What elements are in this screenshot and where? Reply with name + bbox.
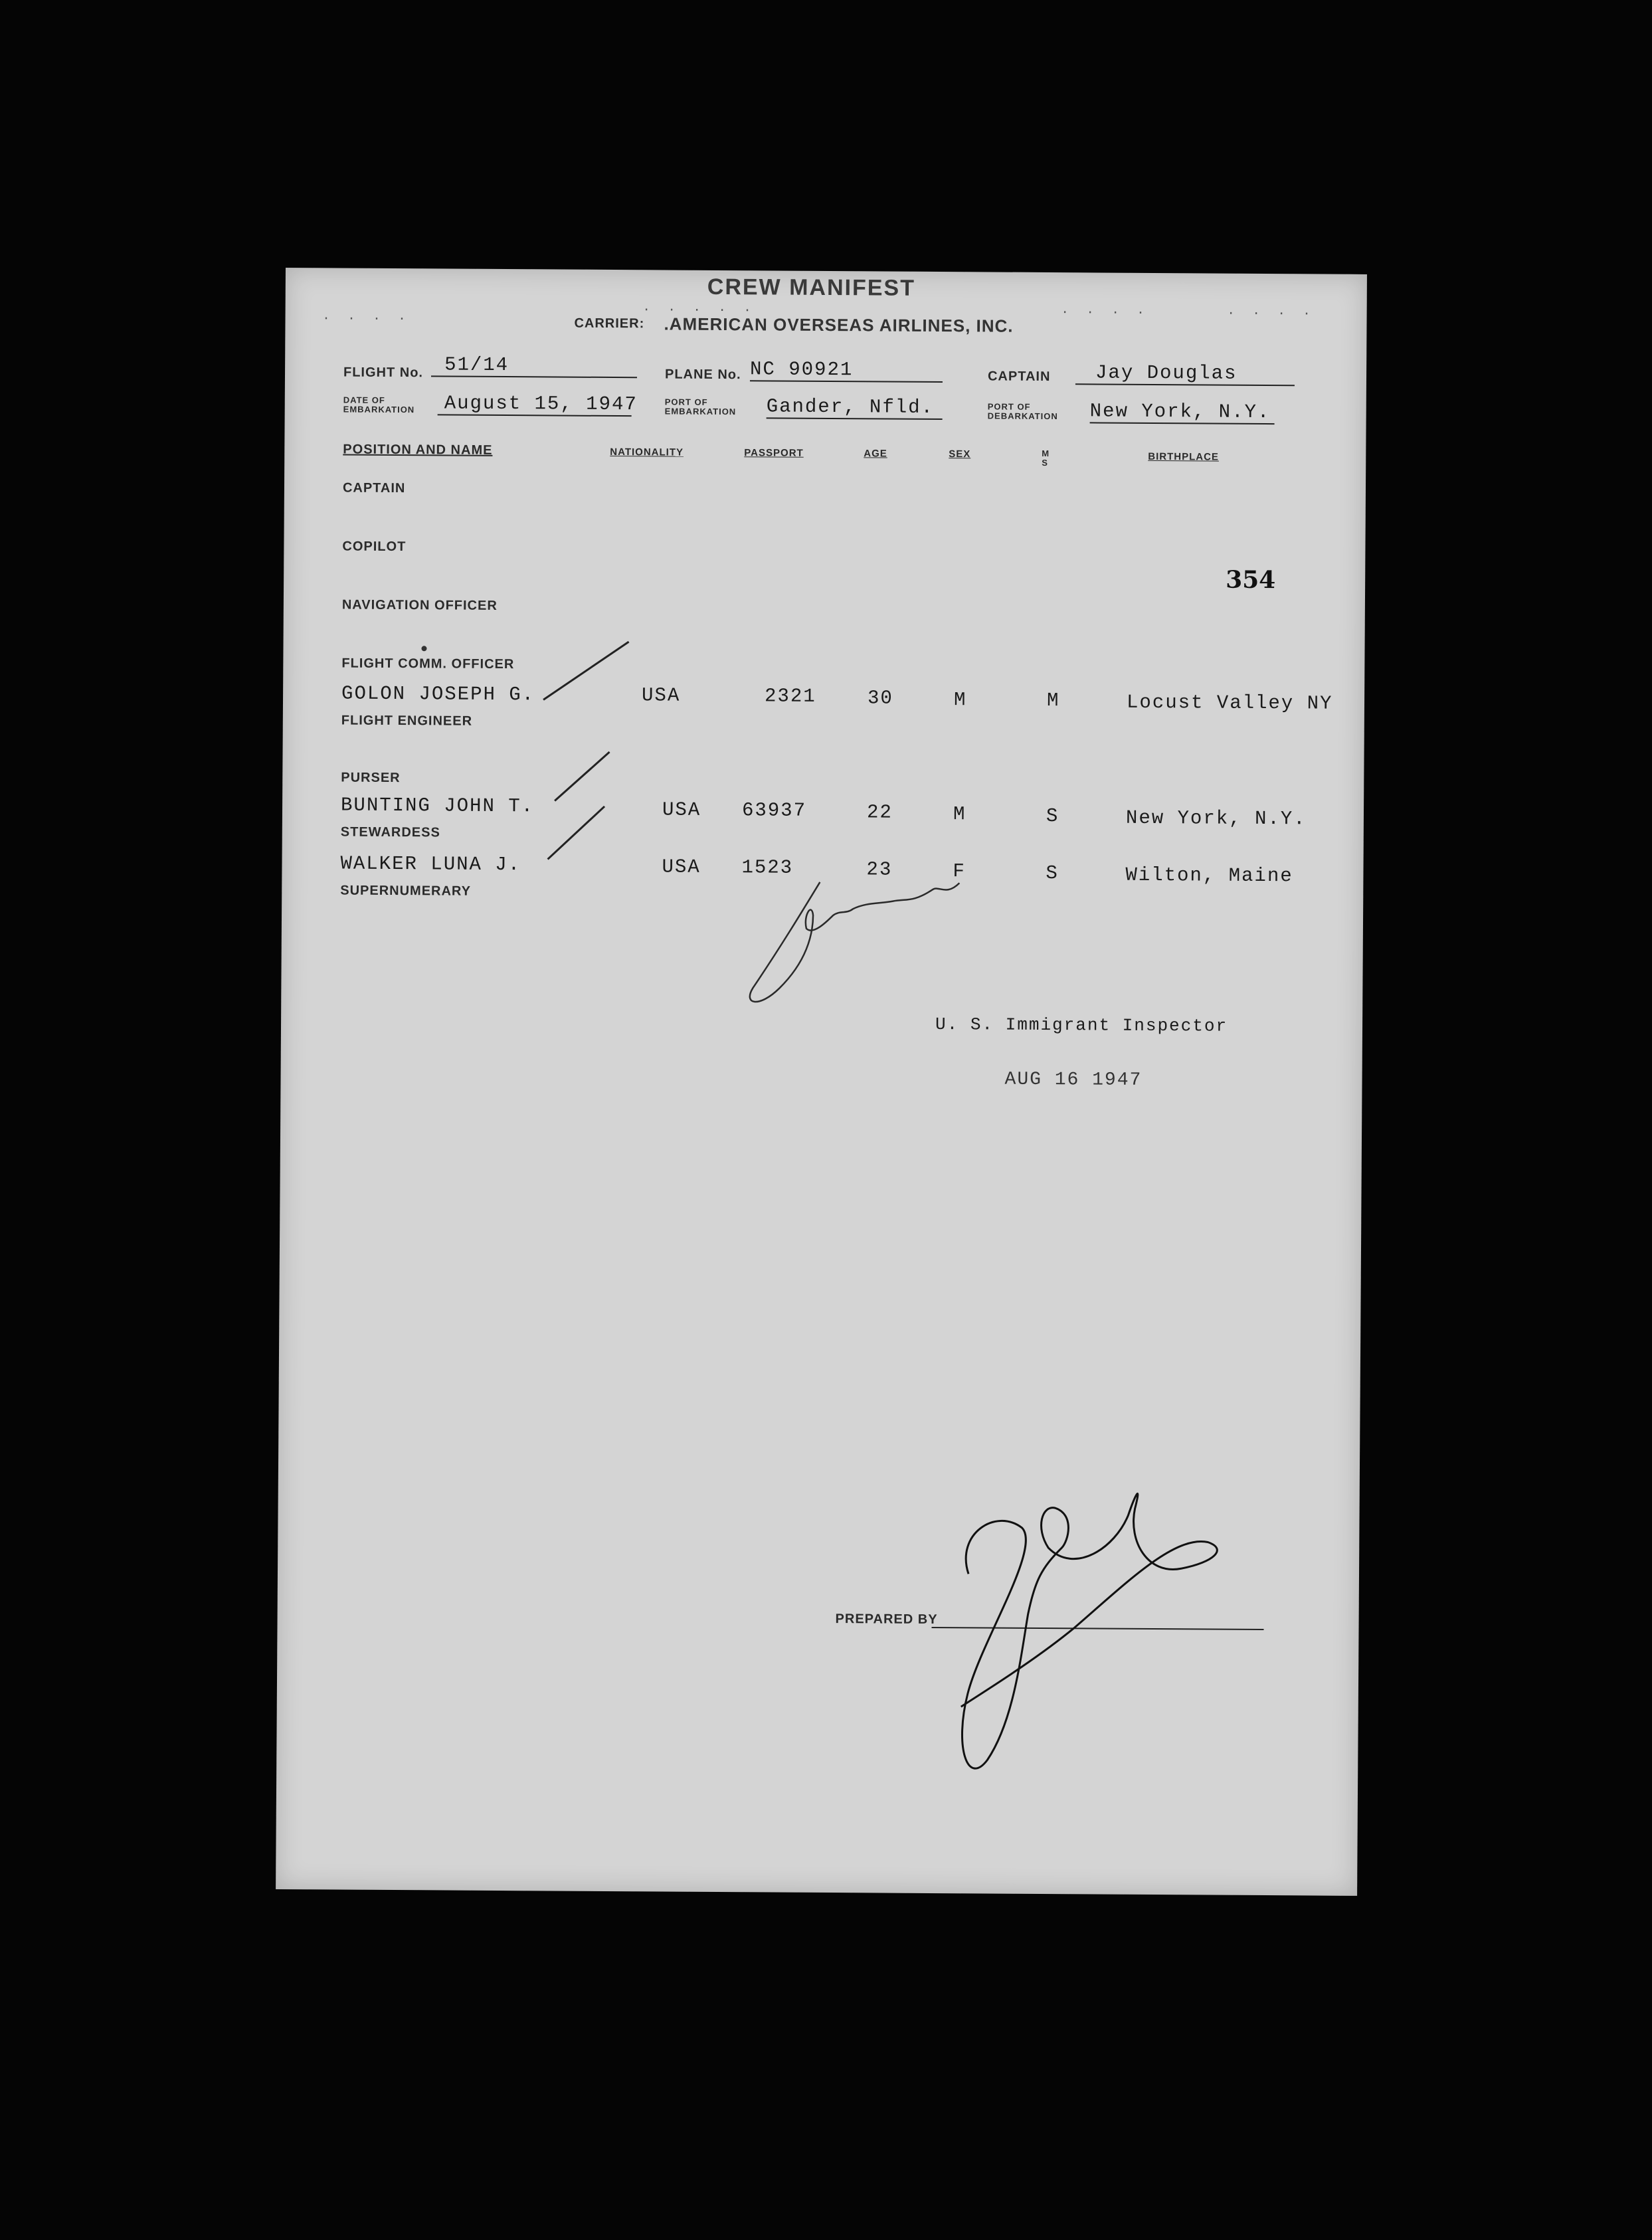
header-dots-left: . . . . xyxy=(323,306,413,324)
plane-no-value: NC 90921 xyxy=(750,358,943,383)
position-copilot: COPILOT xyxy=(342,539,407,555)
col-marital: M S xyxy=(1042,448,1050,468)
crew-sex-2: M xyxy=(953,803,966,826)
col-sex: SEX xyxy=(949,448,971,460)
ink-dot xyxy=(421,646,426,651)
inspector-signature xyxy=(739,875,966,1016)
crew-birthplace-2: New York, N.Y. xyxy=(1125,806,1307,830)
check-mark-2 xyxy=(555,751,609,800)
position-purser: PURSER xyxy=(341,770,401,786)
carrier-value: .AMERICAN OVERSEAS AIRLINES, INC. xyxy=(664,314,1014,336)
stamp-date: AUG 16 1947 xyxy=(1004,1069,1143,1091)
col-nationality: NATIONALITY xyxy=(610,446,684,458)
flight-no-label: FLIGHT No. xyxy=(343,365,424,381)
crew-age-3: 23 xyxy=(866,858,893,881)
plane-no-label: PLANE No. xyxy=(664,367,741,383)
port-embarkation-value: Gander, Nfld. xyxy=(767,395,943,420)
crew-nationality-1: USA xyxy=(641,684,681,707)
header-dots-right-1: . . . . xyxy=(1062,300,1151,318)
form-title: CREW MANIFEST xyxy=(707,274,916,301)
crew-age-1: 30 xyxy=(867,687,893,709)
captain-value: Jay Douglas xyxy=(1075,361,1295,386)
check-mark-3 xyxy=(548,806,604,860)
crew-passport-3: 1523 xyxy=(741,856,794,879)
crew-marital-2: S xyxy=(1046,805,1059,828)
check-mark-1 xyxy=(543,641,629,700)
manifest-page xyxy=(276,268,1367,1896)
inspector-title: U. S. Immigrant Inspector xyxy=(935,1014,1228,1036)
flight-no-value: 51/14 xyxy=(431,353,637,378)
col-age: AGE xyxy=(864,448,887,460)
position-captain: CAPTAIN xyxy=(342,480,406,496)
crew-birthplace-1: Locust Valley NY xyxy=(1126,691,1333,715)
col-passport: PASSPORT xyxy=(744,447,804,459)
date-value: August 15, 1947 xyxy=(438,392,632,417)
crew-marital-1: M xyxy=(1046,690,1060,712)
port-debarkation-value: New York, N.Y. xyxy=(1090,400,1275,424)
date-label: DATE OF EMBARKATION xyxy=(343,395,415,415)
captain-label: CAPTAIN xyxy=(987,369,1051,385)
crew-birthplace-3: Wilton, Maine xyxy=(1125,864,1293,887)
position-flight-engineer: FLIGHT ENGINEER xyxy=(341,713,473,729)
crew-sex-3: F xyxy=(953,860,966,883)
position-navigation: NAVIGATION OFFICER xyxy=(341,597,498,613)
port-embarkation-label: PORT OF EMBARKATION xyxy=(664,397,737,417)
header-dots-right-2: . . . . xyxy=(1228,301,1317,319)
crew-age-2: 22 xyxy=(866,801,893,824)
carrier-label: CARRIER: xyxy=(574,316,645,331)
port-debarkation-label: PORT OF DEBARKATION xyxy=(987,401,1058,422)
position-flight-comm: FLIGHT COMM. OFFICER xyxy=(341,656,515,672)
prepared-by-signature xyxy=(941,1467,1241,1815)
col-birthplace: BIRTHPLACE xyxy=(1148,450,1220,463)
position-supernumerary: SUPERNUMERARY xyxy=(340,883,472,899)
crew-passport-1: 2321 xyxy=(764,685,816,707)
crew-nationality-3: USA xyxy=(662,856,701,878)
position-stewardess: STEWARDESS xyxy=(340,824,440,840)
crew-nationality-2: USA xyxy=(662,798,701,821)
crew-sex-1: M xyxy=(953,689,967,711)
crew-marital-3: S xyxy=(1046,862,1059,885)
crew-passport-2: 63937 xyxy=(741,799,807,822)
prepared-by-label: PREPARED BY xyxy=(835,1612,938,1628)
col-position: POSITION AND NAME xyxy=(343,442,493,458)
page-number: 354 xyxy=(1226,565,1276,595)
crew-name-2: BUNTING JOHN T. xyxy=(340,794,535,818)
crew-name-3: WALKER LUNA J. xyxy=(340,852,521,876)
crew-name-1: GOLON JOSEPH G. xyxy=(341,682,535,706)
header-dots-mid: . . . . . xyxy=(644,298,758,316)
